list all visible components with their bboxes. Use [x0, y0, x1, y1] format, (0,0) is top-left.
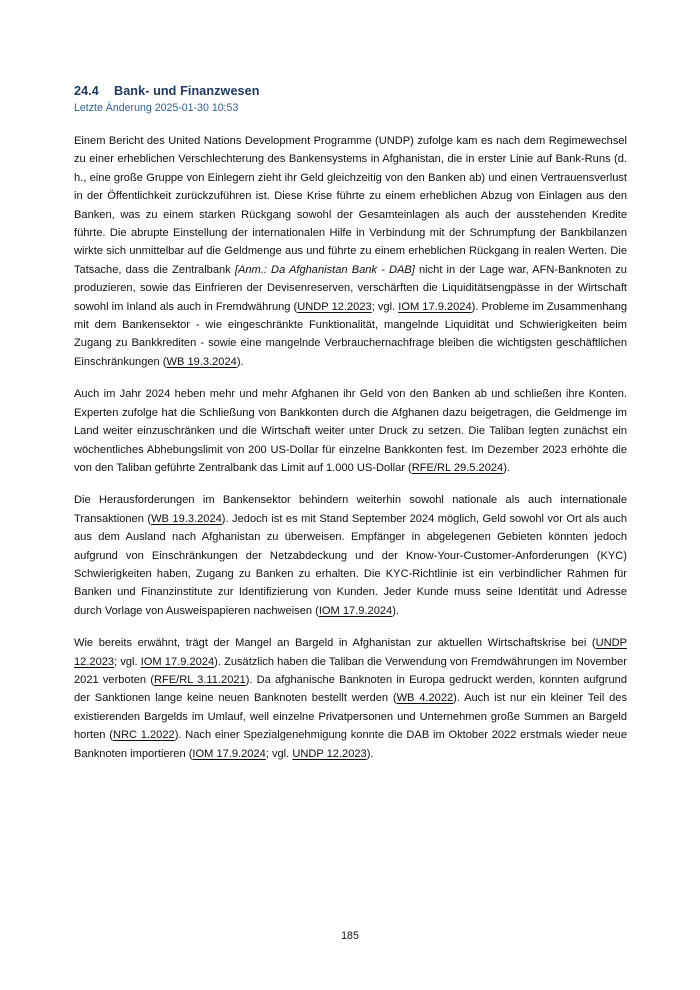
source-reference-link[interactable]: UNDP 12.2023: [292, 747, 367, 760]
source-reference-link[interactable]: NRC 1.2022: [112, 729, 175, 742]
paragraph-text: ).: [366, 747, 374, 760]
paragraph-text: ). Zusätzlich haben die Taliban die Verwendung von Fremdwährungen im November 2021 verboten (: [74, 655, 627, 686]
paragraph-text: ).: [503, 461, 510, 474]
paragraph-text: ). Probleme im Zusammenhang mit dem Bankensektor - wie eingeschränkte Funktionalität, mangelnde Liquidität und Schwierigkeiten beim Zugang zu Bankkrediten - sowie eine mangelnde Verbrauchernachfrage bleiben die wichtigsten geschäftlichen Einschränkungen (: [74, 300, 628, 368]
paragraph-list: [74, 132, 627, 763]
paragraph-text: ; vgl.: [371, 300, 399, 313]
section-heading: [74, 84, 627, 98]
source-reference-link[interactable]: IOM 17.9.2024: [398, 300, 472, 313]
paragraph-text: ). Jedoch ist es mit Stand September 2024 möglich, Geld sowohl vor Ort als auch aus dem Ausland nach Afghanistan zu überweisen. Empfänger in abgelegenen Gebieten könnten jedoch aufgrund von Einschränkungen der Netzabdeckung und der Know-Your-Customer-Anforderungen (KYC) Schwierigkeiten haben, Zugang zu Banken zu erhalten. Die KYC-Richtlinie ist ein verbindlicher Rahmen für Banken und Finanzinstitute zur Identifizierung von Kunden. Jeder Kunde muss seine Identität und Adresse durch Vorlage von Ausweispapieren nachweisen (: [74, 512, 627, 617]
source-reference-link[interactable]: WB 19.3.2024: [166, 355, 237, 368]
page-number: 185: [341, 930, 359, 942]
source-reference-link[interactable]: WB 19.3.2024: [151, 512, 222, 525]
paragraph-text: ). Nach einer Spezialgenehmigung konnte die DAB im Oktober 2022 erstmals wieder neue Banknoten importieren (: [74, 729, 627, 760]
body-paragraph: [74, 491, 627, 620]
paragraph-text: Auch im Jahr 2024 heben mehr und mehr Afghanen ihr Geld von den Banken ab und schließen ihre Konten. Experten zufolge hat die Schließung von Bankkonten durch die Afghanen dazu beigetragen, die Geldmenge im Land weiter einzuschränken und die Wirtschaft weiter unter Druck zu setzen. Die Taliban legten zunächst ein wöchentliches Abhebungslimit von 200 US-Dollar für einzelne Bankkonten fest. Im Dezember 2023 erhöhte die von den Taliban geführte Zentralbank das Limit auf 1.000 US-Dollar (: [74, 388, 627, 474]
body-paragraph: [74, 634, 627, 763]
source-reference-link[interactable]: RFE/RL 29.5.2024: [411, 461, 504, 474]
body-paragraph: [74, 385, 627, 477]
paragraph-text: Einem Bericht des United Nations Development Programme (UNDP) zufolge kam es nach dem Regimewechsel zu einer erheblichen Verschlechterung des Bankensystems in Afghanistan, die in erster Linie auf Bank-Runs (d. h., eine große Gruppe von Einlegern zieht ihr Geld gleichzeitig von den Banken ab) und einen Vertrauensverlust in der Öffentlichkeit zurückzuführen ist. Diese Krise führte zu einem erheblichen Abzug von Einlagen aus den Banken, was zu einem starken Rückgang sowohl der Gesamteinlagen als auch der ausstehenden Kredite führte. Die abrupte Einstellung der internationalen Hilfe in Verbindung mit der Schrumpfung der Bankbilanzen wirkte sich unmittelbar auf die Geldmenge aus und führte zu einem erheblichen Rückgang in realen Werten. Die Tatsache, dass die Zentralbank: [74, 135, 627, 276]
paragraph-text: ).: [236, 355, 244, 368]
editorial-note: [Anm.: Da Afghanistan Bank - DAB]: [234, 263, 415, 276]
paragraph-text: ; vgl.: [114, 655, 141, 668]
source-reference-link[interactable]: WB 4.2022: [396, 692, 454, 705]
section-title: Bank- und Finanzwesen: [114, 84, 260, 98]
body-paragraph: [74, 132, 627, 371]
source-reference-link[interactable]: UNDP 12.2023: [297, 300, 372, 313]
section-number: 24.4: [74, 84, 99, 98]
paragraph-text: ).: [392, 604, 400, 617]
last-modified-label: Letzte Änderung 2025-01-30 10:53: [74, 102, 239, 114]
paragraph-text: ). Da afghanische Banknoten in Europa gedruckt werden, konnten aufgrund der Sanktionen lange keine neuen Banknoten bestellt werden (: [74, 673, 627, 705]
paragraph-text: ; vgl.: [265, 747, 293, 760]
paragraph-text: nicht in der Lage war, AFN-Banknoten zu produzieren, sowie das Einfrieren der Devisenreserven, verschärften die Liquiditätsengpässe in der Wirtschaft sowohl im Inland als auch in Fremdwährung (: [74, 263, 627, 313]
document-content: [74, 84, 627, 763]
paragraph-text: Die Herausforderungen im Bankensektor behindern weiterhin sowohl nationale als auch internationale Transaktionen (: [74, 494, 627, 525]
source-reference-link[interactable]: IOM 17.9.2024: [318, 604, 393, 617]
source-reference-link[interactable]: IOM 17.9.2024: [192, 747, 266, 760]
source-reference-link[interactable]: RFE/RL 3.11.2021: [153, 673, 246, 686]
paragraph-text: ). Auch ist nur ein kleiner Teil des existierenden Bargelds im Umlauf, weil einzelne Privatpersonen und Unternehmen große Summen an Bargeld horten (: [74, 692, 628, 742]
source-reference-link[interactable]: IOM 17.9.2024: [140, 655, 215, 668]
source-reference-link[interactable]: UNDP 12.2023: [74, 637, 627, 668]
paragraph-text: Wie bereits erwähnt, trägt der Mangel an Bargeld in Afghanistan zur aktuellen Wirtschaftskrise bei (: [74, 637, 596, 650]
